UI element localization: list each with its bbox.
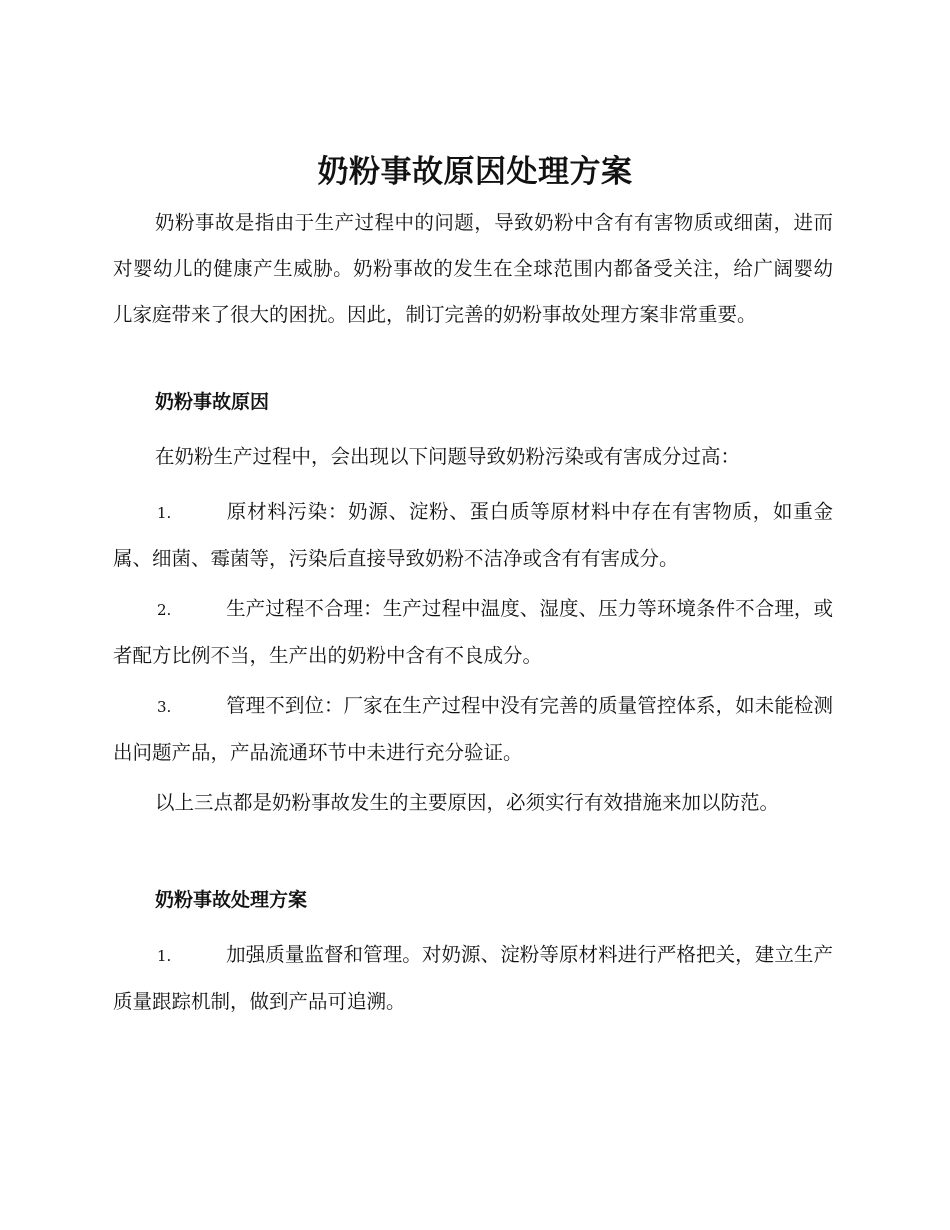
section-heading-solutions: 奶粉事故处理方案: [155, 889, 308, 911]
cause-item-1: [113, 489, 833, 582]
causes-summary-paragraph: 以上三点都是奶粉事故发生的主要原因，必须实行有效措施来加以防范。: [155, 791, 780, 814]
solution-item-1-number: 1.: [157, 947, 172, 965]
cause-item-1-number: 1.: [157, 504, 172, 522]
solution-item-1: [113, 932, 833, 1025]
solution-item-1-text: 加强质量监督和管理。对奶源、淀粉等原材料进行严格把关，建立生产质量跟踪机制，做到产品可追溯。: [113, 943, 833, 1013]
cause-item-2-number: 2.: [157, 601, 172, 619]
intro-paragraph: 奶粉事故是指由于生产过程中的问题，导致奶粉中含有有害物质或细菌，进而对婴幼儿的健康产生威胁。奶粉事故的发生在全球范围内都备受关注，给广阔婴幼儿家庭带来了很大的困扰。因此，制订完善的奶粉事故处理方案非常重要。: [113, 211, 833, 326]
cause-item-3-number: 3.: [157, 698, 172, 716]
cause-item-3: [113, 683, 833, 776]
section-heading-causes: 奶粉事故原因: [155, 391, 270, 413]
document-title: 奶粉事故原因处理方案: [317, 154, 633, 190]
cause-item-1-text: 原材料污染：奶源、淀粉、蛋白质等原材料中存在有害物质，如重金属、细菌、霉菌等，污染后直接导致奶粉不洁净或含有有害成分。: [113, 500, 833, 570]
causes-lead-paragraph: 在奶粉生产过程中，会出现以下问题导致奶粉污染或有害成分过高：: [155, 445, 741, 468]
cause-item-3-text: 管理不到位：厂家在生产过程中没有完善的质量管控体系，如未能检测出问题产品，产品流通环节中未进行充分验证。: [113, 694, 833, 764]
cause-item-2-text: 生产过程不合理：生产过程中温度、湿度、压力等环境条件不合理，或者配方比例不当，生产出的奶粉中含有不良成分。: [113, 597, 833, 667]
cause-item-2: [113, 586, 833, 679]
